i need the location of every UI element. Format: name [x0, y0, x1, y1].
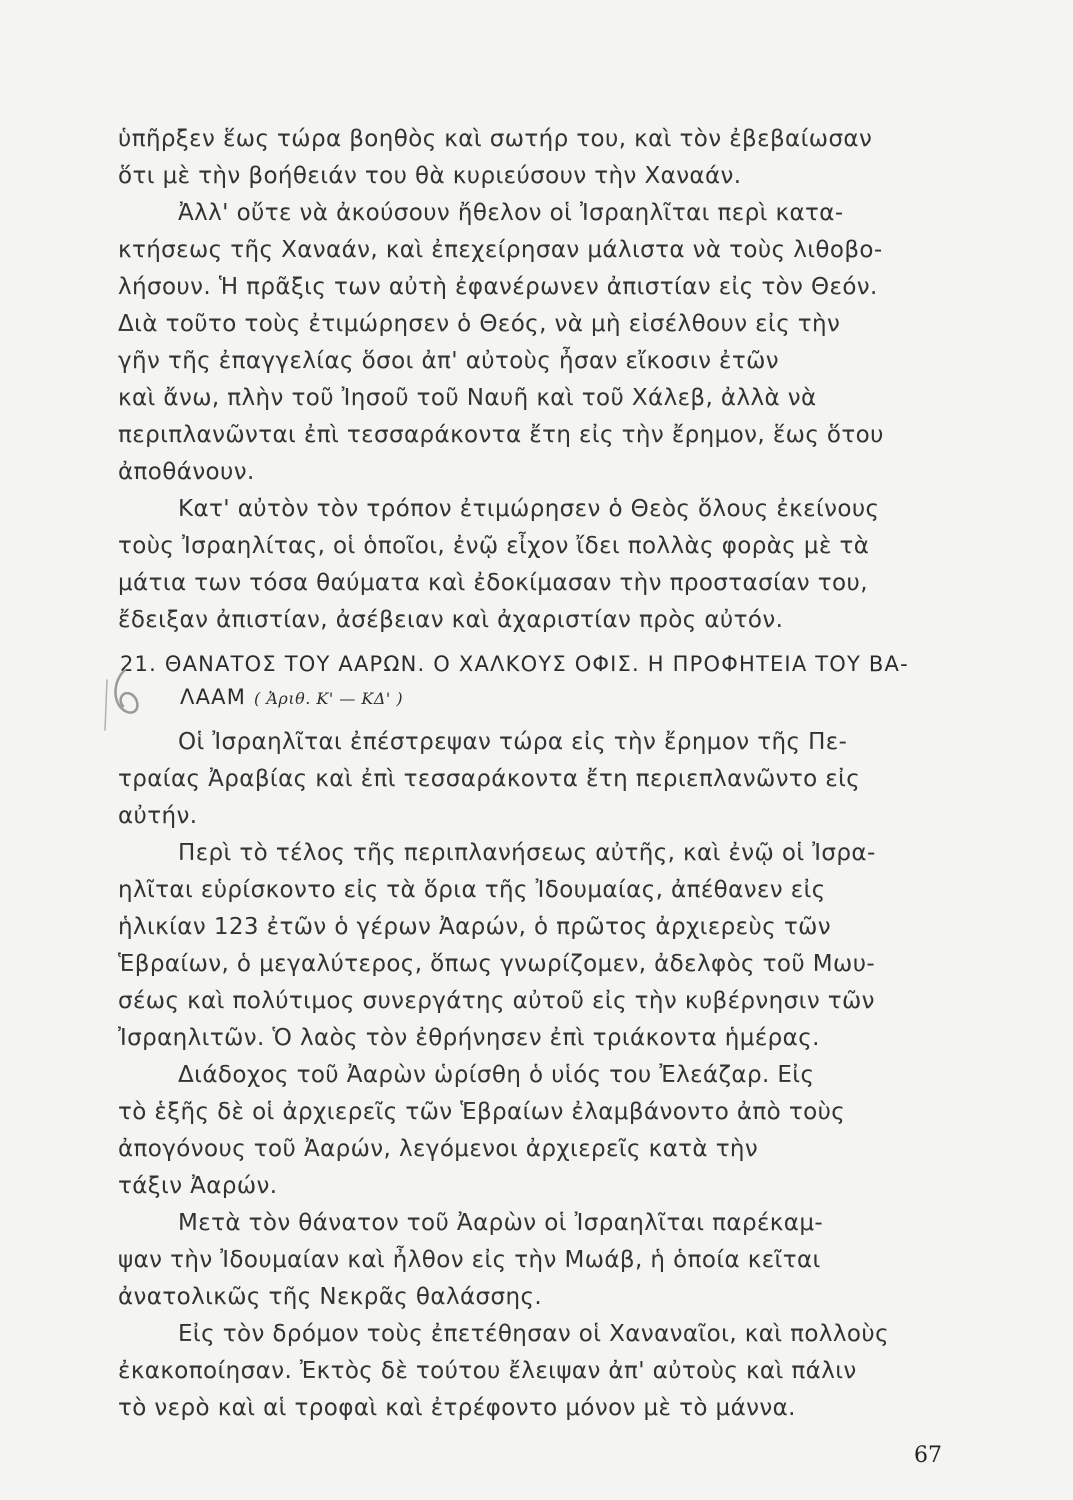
section-heading: 21. ΘΑΝΑΤΟΣ ΤΟΥ ΑΑΡΩΝ. Ο ΧΑΛΚΟΥΣ ΟΦΙΣ. Η ΠΡΟΦΗΤΕΙΑ ΤΟΥ ΒΑ- — [120, 652, 909, 676]
text-line: Περὶ τὸ τέλος τῆς περιπλανήσεως αὐτῆς, καὶ ἐνῷ οἱ Ἰσρα- — [178, 840, 876, 866]
section-heading-continuation — [180, 683, 403, 713]
text-line: Οἱ Ἰσραηλῖται ἐπέστρεψαν τώρα εἰς τὴν ἔρημον τῆς Πε- — [178, 729, 848, 755]
text-line: Διὰ τοῦτο τοὺς ἐτιμώρησεν ὁ Θεός, νὰ μὴ εἰσέλθουν εἰς τὴν — [118, 311, 841, 337]
text-line: ψαν τὴν Ἰδουμαίαν καὶ ἦλθον εἰς τὴν Μωάβ, ἡ ὁποία κεῖται — [118, 1247, 821, 1273]
text-line: μάτια των τόσα θαύματα καὶ ἐδοκίμασαν τὴν προστασίαν του, — [118, 570, 868, 596]
text-line: τάξιν Ἀαρών. — [118, 1173, 278, 1199]
text-line: αὐτήν. — [118, 803, 198, 829]
text-line: Ἰσραηλιτῶν. Ὁ λαὸς τὸν ἐθρήνησεν ἐπὶ τριάκοντα ἡμέρας. — [118, 1025, 820, 1051]
text-line: σέως καὶ πολύτιμος συνεργάτης αὐτοῦ εἰς τὴν κυβέρνησιν τῶν — [118, 988, 875, 1014]
text-line: ἔδειξαν ἀπιστίαν, ἀσέβειαν καὶ ἀχαριστίαν πρὸς αὐτόν. — [118, 607, 784, 633]
text-line: ἡλικίαν 123 ἐτῶν ὁ γέρων Ἀαρών, ὁ πρῶτος ἀρχιερεὺς τῶν — [118, 914, 831, 940]
text-line: Μετὰ τὸν θάνατον τοῦ Ἀαρὼν οἱ Ἰσραηλῖται παρέκαμ- — [178, 1210, 824, 1236]
text-line: τὸ ἑξῆς δὲ οἱ ἀρχιερεῖς τῶν Ἑβραίων ἐλαμβάνοντο ἀπὸ τοὺς — [118, 1099, 846, 1125]
text-line: Ἑβραίων, ὁ μεγαλύτερος, ὅπως γνωρίζομεν, ἀδελφὸς τοῦ Μωυ- — [118, 951, 876, 977]
text-line: τοὺς Ἰσραηλίτας, οἱ ὁποῖοι, ἐνῷ εἶχον ἴδει πολλὰς φορὰς μὲ τὰ — [118, 533, 870, 559]
text-line: ἀποθάνουν. — [118, 459, 255, 485]
text-line: ὅτι μὲ τὴν βοήθειάν του θὰ κυριεύσουν τὴν Χαναάν. — [118, 163, 742, 189]
text-line: γῆν τῆς ἐπαγγελίας ὅσοι ἀπ' αὐτοὺς ἦσαν εἴκοσιν ἐτῶν — [118, 348, 780, 374]
text-line: Εἰς τὸν δρόμον τοὺς ἐπετέθησαν οἱ Χαναναῖοι, καὶ πολλοὺς — [178, 1321, 889, 1347]
text-line: ηλῖται εὑρίσκοντο εἰς τὰ ὅρια τῆς Ἰδουμαίας, ἀπέθανεν εἰς — [118, 877, 826, 903]
text-line: τραίας Ἀραβίας καὶ ἐπὶ τεσσαράκοντα ἔτη περιεπλανῶντο εἰς — [118, 766, 861, 792]
text-line: καὶ ἄνω, πλὴν τοῦ Ἰησοῦ τοῦ Ναυῆ καὶ τοῦ Χάλεβ, ἀλλὰ νὰ — [118, 385, 817, 411]
text-line: περιπλανῶνται ἐπὶ τεσσαράκοντα ἔτη εἰς τὴν ἔρημον, ἕως ὅτου — [118, 422, 884, 448]
text-line: κτήσεως τῆς Χαναάν, καὶ ἐπεχείρησαν μάλιστα νὰ τοὺς λιθοβο- — [118, 237, 883, 263]
pencil-mark-icon — [95, 660, 155, 740]
text-line: Κατ' αὐτὸν τὸν τρόπον ἐτιμώρησεν ὁ Θεὸς ὅλους ἐκείνους — [178, 496, 880, 522]
text-line: λήσουν. Ἡ πρᾶξις των αὐτὴ ἐφανέρωνεν ἀπιστίαν εἰς τὸν Θεόν. — [118, 274, 878, 300]
text-line: ὑπῆρξεν ἕως τώρα βοηθὸς καὶ σωτήρ του, καὶ τὸν ἐβεβαίωσαν — [118, 126, 873, 152]
text-line: Ἀλλ' οὔτε νὰ ἀκούσουν ἤθελον οἱ Ἰσραηλῖται περὶ κατα- — [178, 200, 844, 226]
scripture-reference: ( Ἀριθ. Κ' — ΚΔ' ) — [254, 689, 404, 708]
text-line: τὸ νερὸ καὶ αἱ τροφαὶ καὶ ἐτρέφοντο μόνον μὲ τὸ μάννα. — [118, 1395, 796, 1421]
text-line: Διάδοχος τοῦ Ἀαρὼν ὡρίσθη ὁ υἱός του Ἐλεάζαρ. Εἰς — [178, 1062, 815, 1088]
text-line: ἀνατολικῶς τῆς Νεκρᾶς θαλάσσης. — [118, 1284, 543, 1310]
heading-word: ΛΑΑΜ — [180, 685, 247, 709]
text-line: ἀπογόνους τοῦ Ἀαρών, λεγόμενοι ἀρχιερεῖς κατὰ τὴν — [118, 1136, 759, 1162]
page-number: 67 — [914, 1443, 942, 1468]
text-line: ἐκακοποίησαν. Ἐκτὸς δὲ τούτου ἔλειψαν ἀπ' αὐτοὺς καὶ πάλιν — [118, 1358, 857, 1384]
